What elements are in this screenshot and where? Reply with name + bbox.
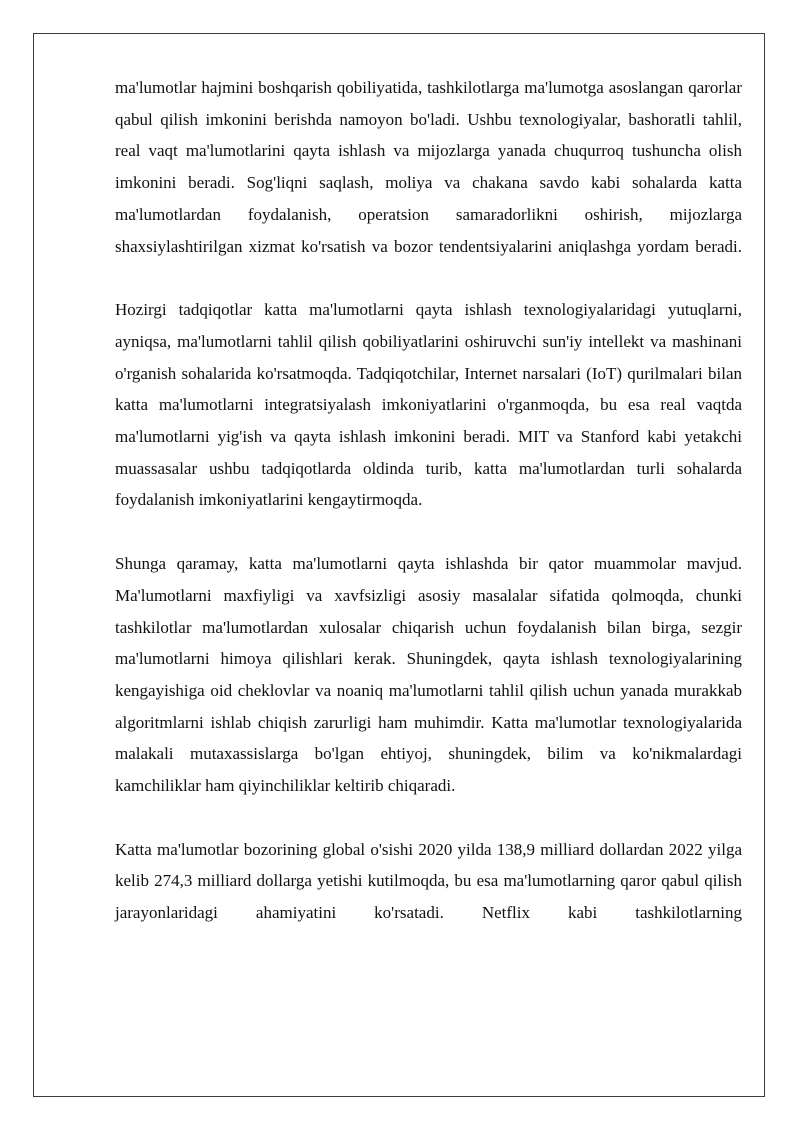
paragraph-2: Hozirgi tadqiqotlar katta ma'lumotlarni qayta ishlash texnologiyalaridagi yutuqlarni, ayniqsa, ma'lumotlarni tahlil qilish qobiliyatlarini oshiruvchi sun'iy intellekt va mashinani o'rganish sohalarida ko'rsatmoqda. Tadqiqotchilar, Internet narsalari (IoT) qurilmalari bilan katta ma'lumotlarni integratsiyalash imkoniyatlarini o'rganmoqda, bu esa real vaqtda ma'lumotlarni yig'ish va qayta ishlash imkonini beradi. MIT va Stanford kabi yetakchi muassasalar ushbu tadqiqotlarda oldinda turib, katta ma'lumotlardan turli sohalarda foydalanish imkoniyatlarini kengaytirmoqda. xyxy=(115,300,742,510)
paragraph-4: Katta ma'lumotlar bozorining global o'sishi 2020 yilda 138,9 milliard dollardan 2022 yilga kelib 274,3 milliard dollarga yetishi kutilmoqda, bu esa ma'lumotlarning qaror qabul qilish jarayonlaridagi ahamiyatini ko'rsatadi. Netflix kabi tashkilotlarning xyxy=(115,839,742,923)
paragraph-1: ma'lumotlar hajmini boshqarish qobiliyatida, tashkilotlarga ma'lumotga asoslangan qarorlar qabul qilish imkonini berishda namoyon bo'ladi. Ushbu texnologiyalar, bashoratli tahlil, real vaqt ma'lumotlarini qayta ishlash va mijozlarga yanada chuqurroq tushuncha olish imkonini beradi. Sog'liqni saqlash, moliya va chakana savdo kabi sohalarda katta ma'lumotlardan foydalanish, operatsion samaradorlikni oshirish, mijozlarga shaxsiylashtirilgan xizmat ko'rsatish va bozor tendentsiyalarini aniqlashga yordam beradi. xyxy=(115,78,742,256)
document-body xyxy=(115,72,742,929)
paragraph-3: Shunga qaramay, katta ma'lumotlarni qayta ishlashda bir qator muammolar mavjud. Ma'lumotlarni maxfiyligi va xavfsizligi asosiy masalalar sifatida qolmoqda, chunki tashkilotlar ma'lumotlardan xulosalar chiqarish uchun foydalanish bilan birga, sezgir ma'lumotlarni himoya qilishlari kerak. Shuningdek, qayta ishlash texnologiyalarining kengayishiga oid cheklovlar va noaniq ma'lumotlarni tahlil qilish uchun yanada murakkab algoritmlarni ishlab chiqish zarurligi ham muhimdir. Katta ma'lumotlar texnologiyalarida malakali mutaxassislarga bo'lgan ehtiyoj, shuningdek, bilim va ko'nikmalardagi kamchiliklar ham qiyinchiliklar keltirib chiqaradi. xyxy=(115,554,742,796)
